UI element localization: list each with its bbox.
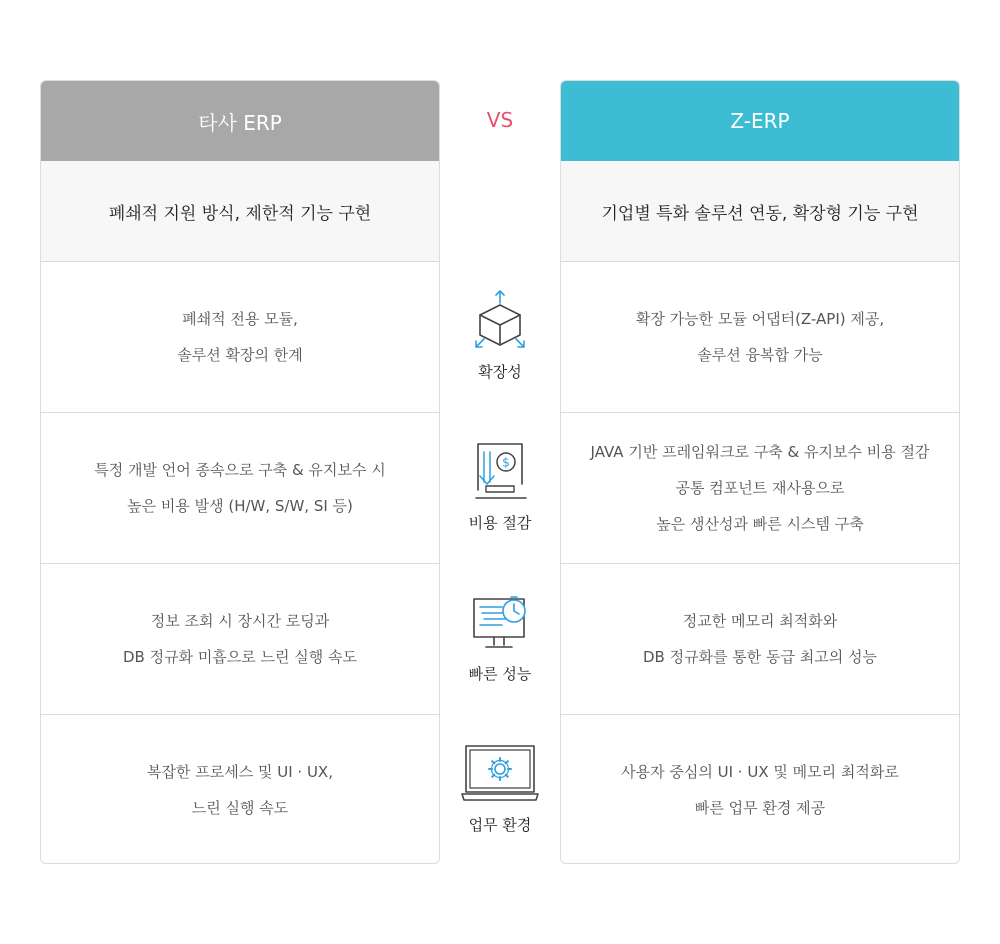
feature-work-environment bbox=[440, 713, 560, 864]
competitor-erp-header: 타사 ERP bbox=[41, 81, 439, 161]
row-text-line: DB 정규화 미흡으로 느린 실행 속도 bbox=[122, 648, 358, 666]
row-text-line: DB 정규화를 통한 동급 최고의 성능 bbox=[642, 648, 878, 666]
laptop-gear-icon bbox=[460, 742, 540, 804]
row-text-line: 솔루션 융복합 가능 bbox=[697, 346, 823, 364]
z-erp-row-cost bbox=[561, 413, 959, 564]
row-text-line: 정교한 메모리 최적화와 bbox=[682, 612, 838, 630]
row-text-line: 복잡한 프로세스 및 UI · UX, bbox=[147, 763, 333, 781]
row-text-line: JAVA 기반 프레임워크로 구축 & 유지보수 비용 절감 bbox=[590, 443, 930, 461]
fast-performance-icon bbox=[468, 591, 532, 653]
row-text-line: 높은 비용 발생 (H/W, S/W, SI 등) bbox=[127, 497, 353, 515]
row-text-line: 솔루션 확장의 한계 bbox=[177, 346, 303, 364]
feature-label: 비용 절감 bbox=[468, 514, 532, 532]
row-text-line: 폐쇄적 전용 모듈, bbox=[182, 310, 298, 328]
feature-label: 빠른 성능 bbox=[468, 665, 532, 683]
feature-label: 확장성 bbox=[478, 363, 522, 381]
z-erp-row-performance bbox=[561, 564, 959, 715]
feature-fast-performance bbox=[440, 562, 560, 713]
row-text-line: 느린 실행 속도 bbox=[191, 799, 289, 817]
z-erp-summary: 기업별 특화 솔루션 연동, 확장형 기능 구현 bbox=[561, 161, 959, 262]
feature-extensibility bbox=[440, 260, 560, 411]
feature-label: 업무 환경 bbox=[468, 816, 532, 834]
competitor-row-cost bbox=[41, 413, 439, 564]
competitor-erp-column bbox=[40, 80, 440, 864]
row-text-line: 사용자 중심의 UI · UX 및 메모리 최적화로 bbox=[621, 763, 899, 781]
row-text-line: 정보 조회 시 장시간 로딩과 bbox=[150, 612, 330, 630]
row-text-line: 높은 생산성과 빠른 시스템 구축 bbox=[656, 515, 864, 533]
z-erp-column bbox=[560, 80, 960, 864]
row-text-line: 특정 개발 언어 종속으로 구축 & 유지보수 시 bbox=[94, 461, 386, 479]
competitor-erp-summary: 폐쇄적 지원 방식, 제한적 기능 구현 bbox=[41, 161, 439, 262]
feature-cost-reduction bbox=[440, 411, 560, 562]
z-erp-row-extensibility bbox=[561, 262, 959, 413]
row-text-line: 빠른 업무 환경 제공 bbox=[694, 799, 826, 817]
row-text-line: 공통 컴포넌트 재사용으로 bbox=[675, 479, 845, 497]
svg-text:$: $ bbox=[502, 455, 510, 470]
expandable-box-icon bbox=[472, 289, 528, 351]
competitor-row-extensibility bbox=[41, 262, 439, 413]
row-text-line: 확장 가능한 모듈 어댑터(Z-API) 제공, bbox=[635, 310, 885, 328]
z-erp-row-environment bbox=[561, 715, 959, 864]
cost-reduction-icon bbox=[472, 440, 528, 502]
vs-label: VS bbox=[486, 108, 514, 132]
z-erp-header: Z-ERP bbox=[561, 81, 959, 161]
competitor-row-environment bbox=[41, 715, 439, 864]
competitor-row-performance bbox=[41, 564, 439, 715]
